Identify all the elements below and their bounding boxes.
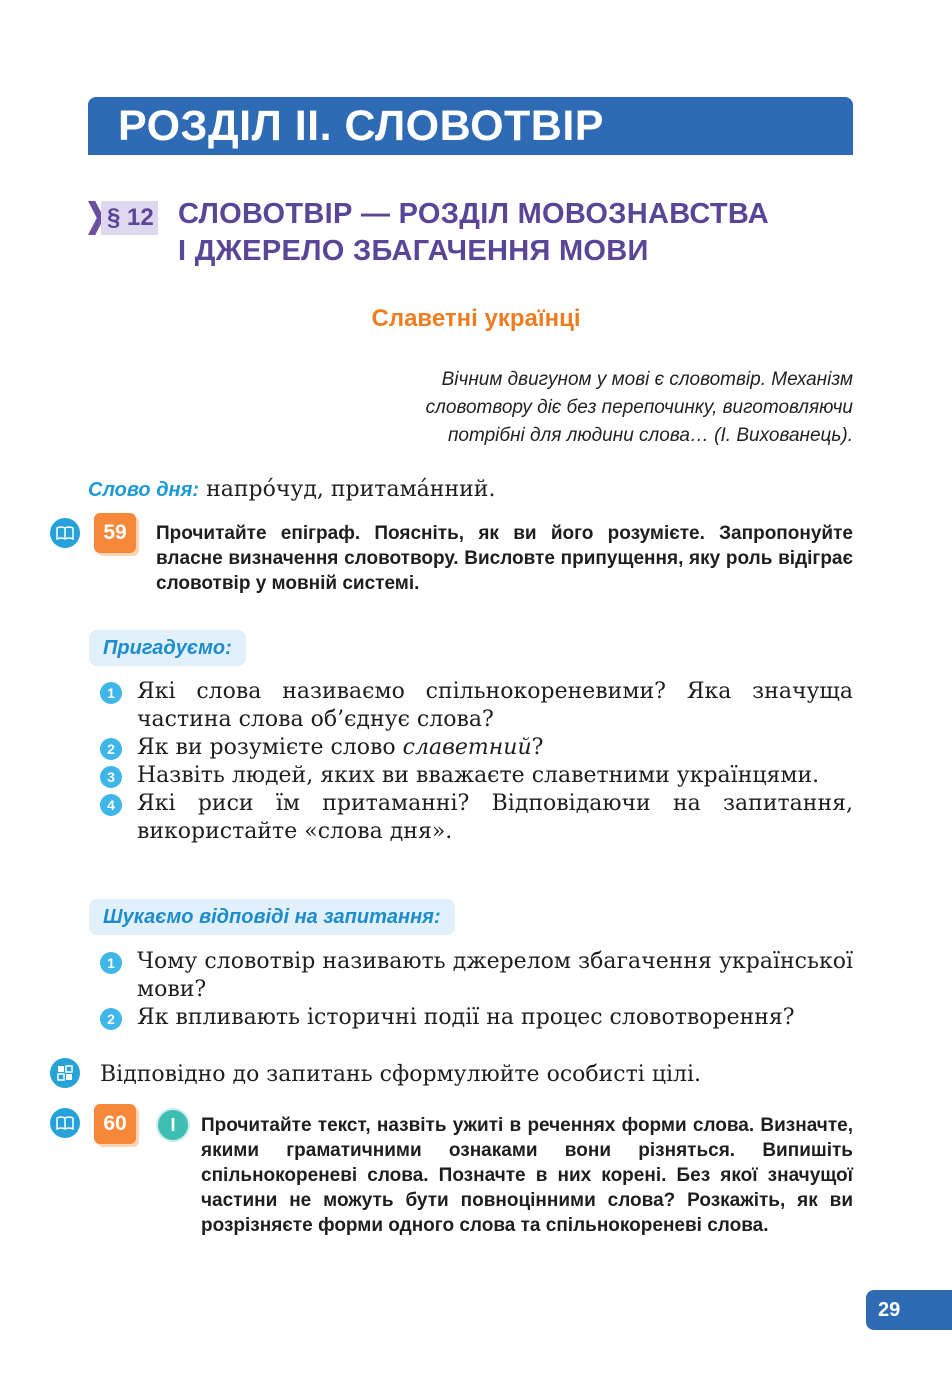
list-item — [100, 948, 853, 1004]
search-label: Шукаємо відповіді на запитання: — [89, 899, 455, 935]
item-text: Як впливають історичні події на процес словотворення? — [137, 1005, 795, 1030]
item-number: 3 — [100, 766, 122, 788]
task-number-badge: 59 — [94, 513, 136, 553]
section-title-line1: СЛОВОТВІР — РОЗДІЛ МОВОЗНАВСТВА — [178, 198, 769, 230]
item-text: Які риси їм притаманні? Відповідаючи на запитання, використайте «слова дня». — [137, 791, 853, 844]
difficulty-level-badge: І — [158, 1110, 188, 1140]
recall-label: Пригадуємо: — [89, 630, 246, 666]
search-list — [100, 948, 853, 1032]
item-text: Назвіть людей, яких ви вважаєте славетними українцями. — [137, 763, 820, 788]
item-text: Які слова називаємо спільнокореневими? Яка значуща частина слова об’єднує слова? — [137, 679, 853, 732]
list-item — [100, 762, 853, 790]
epigraph-line2: словотвору діє без перепочинку, виготовляючи — [425, 397, 853, 418]
section-number: § 12 — [107, 204, 154, 231]
word-of-day-words: напро́чуд, притама́нний. — [206, 477, 496, 502]
epigraph-line3: потрібні для людини слова… (І. Вихованець). — [447, 425, 853, 446]
item-text-post: ? — [531, 735, 544, 760]
task-59-text: Прочитайте епіграф. Поясніть, як ви його розумієте. Запропонуйте власне визначення словотвору. Висловте припущення, яку роль відіграє словотвір у мовній системі. — [156, 523, 853, 594]
word-of-day — [88, 477, 495, 502]
item-number: 2 — [100, 1008, 122, 1030]
section-title — [178, 196, 769, 270]
epigraph-line1: Вічним двигуном у мові є словотвір. Механізм — [441, 369, 853, 390]
book-icon — [50, 1108, 80, 1138]
list-item — [100, 1004, 853, 1032]
word-of-day-label: Слово дня: — [88, 479, 200, 501]
item-number: 1 — [100, 682, 122, 704]
lesson-subtitle: Славетні українці — [371, 305, 581, 332]
task-number-badge: 60 — [94, 1104, 136, 1144]
goals-text: Відповідно до запитань сформулюйте особисті цілі. — [100, 1062, 702, 1087]
chapter-title: РОЗДІЛ ІІ. СЛОВОТВІР — [118, 102, 604, 150]
task-60-text: Прочитайте текст, назвіть ужиті в реченнях форми слова. Визначте, якими граматичними ознаками вони різняться. Випишіть спільнокореневі слова. Позначте в них корені. Без якої значущої частини не можуть бути повноцінними слова? Розкажіть, як ви розрізняєте форми одного слова та спільнокореневі слова. — [201, 1115, 853, 1236]
section-marker — [88, 201, 158, 235]
book-icon — [50, 518, 80, 548]
item-number: 2 — [100, 738, 122, 760]
puzzle-icon — [50, 1058, 80, 1088]
item-number: 4 — [100, 794, 122, 816]
list-item — [100, 678, 853, 734]
page-number: 29 — [866, 1290, 952, 1330]
recall-list — [100, 678, 853, 846]
list-item — [100, 790, 853, 846]
item-text: Чому словотвір називають джерелом збагачення української мови? — [137, 949, 853, 1002]
item-number: 1 — [100, 952, 122, 974]
section-title-line2: І ДЖЕРЕЛО ЗБАГАЧЕННЯ МОВИ — [178, 235, 649, 267]
list-item — [100, 734, 853, 762]
epigraph — [373, 366, 853, 450]
item-text-italic: славетний — [402, 735, 532, 760]
item-text-pre: Як ви розумієте слово — [137, 735, 403, 760]
